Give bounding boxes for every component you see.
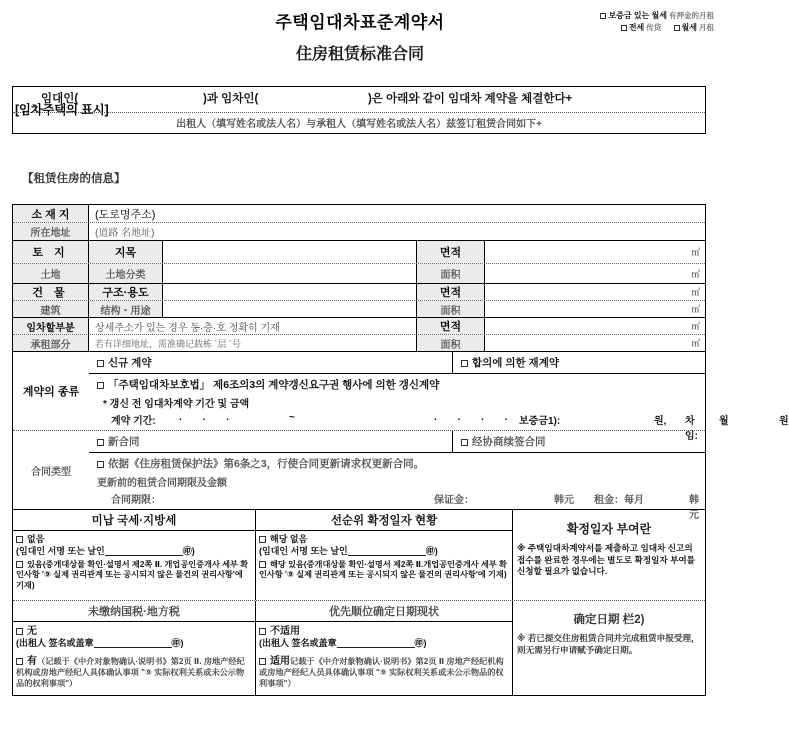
contract-type-renew-right-ko[interactable] [89, 374, 705, 394]
parties-line-chinese: 出租人（填写姓名或法人名）与承租人（填写姓名或法人名）兹签订租赁合同如下+ [176, 119, 542, 130]
stamp-mark: ㊞) [425, 545, 438, 556]
checkbox-icon[interactable] [97, 360, 104, 367]
tax-and-priority-korean-section [13, 510, 705, 600]
priority-sig-zh [259, 638, 508, 650]
page-title-chinese: 住房租赁标准合同 [295, 46, 424, 63]
detail: (중개대상물 확인·설명서 제2쪽 Ⅱ. 개업공인중개사 세부 확인사항 '⑨ 실제 권리관계 또는 공시되지 않은 물건의 권리사항'에 기재) [16, 559, 249, 591]
lease-type-label-zh: 月租 [699, 22, 714, 32]
parties-declaration-box [12, 86, 706, 134]
priority-opt-exists-zh[interactable] [259, 655, 508, 689]
land-category-label-zh: 土地分类 [89, 264, 163, 283]
land-area-label-ko: 면적 [417, 241, 485, 263]
lease-type-option-monthly[interactable] [674, 23, 714, 32]
lease-type-option-deposit-monthly[interactable] [600, 10, 714, 22]
building-area-value[interactable] [485, 284, 705, 300]
sig-text: (出租人 签名或盖章 [16, 638, 94, 649]
rent-month: 월 [719, 416, 729, 427]
land-area-value-zh[interactable] [485, 264, 705, 283]
parties-line-korean [13, 90, 699, 110]
priority-opt-none-zh[interactable] [259, 625, 508, 638]
lease-type-option-jeonse[interactable] [621, 23, 661, 32]
leased-part-label-ko: 임차할부분 [13, 318, 89, 334]
sig-text: (임대인 서명 또는 날인 [259, 545, 348, 556]
checkbox-icon[interactable] [97, 461, 104, 468]
signature-line[interactable] [348, 555, 426, 556]
contract-type-new-zh[interactable] [89, 431, 453, 452]
detail: 记载于《中介对象物确认·说明书》第2页 Ⅱ 房地产经纪机构或房地产经纪人员具体确认事项 "⑨ 实际权利关系或未公示物品的权利事项"） [259, 657, 504, 688]
unit-sqm: ㎡ [691, 338, 700, 348]
label: 「주택임대차보호법」 제6조의3의 계약갱신요구권 행사에 의한 갱신계약 [108, 379, 440, 391]
unit-sqm: ㎡ [691, 268, 700, 279]
address-label-zh: 所在地址 [13, 223, 89, 240]
leased-area-label-ko: 면적 [417, 318, 485, 334]
divider [13, 112, 705, 113]
checkbox-icon[interactable] [621, 25, 627, 31]
rent-label-zh: 租金：每月 [594, 495, 644, 506]
label: 新合同 [108, 436, 140, 448]
unpaid-tax-sig-zh [16, 638, 251, 650]
checkbox-icon[interactable] [461, 360, 468, 367]
contract-type-new-ko[interactable] [89, 352, 453, 373]
label: 없음 [27, 534, 45, 544]
address-label-ko: 소 재 지 [13, 205, 89, 222]
building-structure-value-zh[interactable] [163, 301, 417, 317]
sig-text: (임대인 서명 또는 날인 [16, 545, 105, 556]
land-category-label-ko: 지목 [89, 241, 163, 263]
label: 无 [27, 626, 37, 637]
unpaid-tax-column-zh [13, 601, 256, 695]
rent-label: 차임: [685, 416, 698, 442]
section-label-rental-info: 【租赁住房的信息】 [22, 173, 126, 185]
unpaid-tax-opt-none-zh[interactable] [16, 625, 251, 638]
contract-type-label-ko: 계약의 종류 [22, 386, 80, 398]
prior-contract-note-zh: 更新前的租赁合同期限及金额 [97, 478, 227, 489]
stamp-mark: ㊞) [182, 545, 195, 556]
unpaid-tax-sig-ko [16, 546, 251, 558]
leased-area-value[interactable] [485, 318, 705, 334]
table-row [13, 335, 705, 352]
stamp-mark: ㊞) [414, 638, 427, 649]
lease-type-label-zh: 传贷 [646, 22, 662, 32]
lessor-label: 임대인( [41, 93, 79, 105]
unit-sqm: ㎡ [691, 321, 700, 331]
building-area-label-zh: 面积 [417, 301, 485, 317]
land-category-value[interactable] [163, 241, 417, 263]
deposit-currency-zh: 韩元 [554, 495, 574, 506]
signature-line[interactable] [337, 647, 415, 648]
checkbox-icon[interactable] [259, 628, 266, 635]
lease-type-checkboxes [600, 10, 714, 34]
priority-date-column-zh [256, 601, 513, 695]
table-row [13, 205, 705, 223]
label: 신규 계약 [108, 357, 152, 369]
deposit-label: 보증금1): [519, 416, 561, 427]
lease-type-label-zh: 有押金的月租 [669, 11, 714, 20]
tax-and-priority-chinese-section [13, 601, 705, 695]
land-label-zh: 土地 [13, 264, 89, 283]
label: 합의에 의한 재계약 [472, 357, 559, 369]
checkbox-icon[interactable] [16, 561, 23, 568]
checkbox-icon[interactable] [259, 658, 266, 665]
detail: (중개대상물 확인·설명서 제2쪽 Ⅱ.개업공인중개사 세부 확인사항 '⑨ 실제 권리관계 또는 공시되지 않은 물건의 권리사항'에 기재) [259, 559, 507, 580]
rent-currency-zh: 韩元 [689, 495, 699, 521]
table-row [13, 223, 705, 241]
priority-date-column-ko [256, 510, 513, 600]
checkbox-icon[interactable] [16, 628, 23, 635]
signature-line[interactable] [94, 647, 172, 648]
table-row [13, 241, 705, 264]
building-label-zh: 建筑 [13, 301, 89, 317]
label: 해당 있음 [270, 559, 304, 569]
checkbox-icon[interactable] [97, 439, 104, 446]
period-dots-start[interactable]: . . . [179, 412, 238, 423]
fixed-date-head-zh: 确定日期 栏2) [573, 614, 645, 626]
deposit-label-zh: 保证金： [434, 495, 474, 506]
checkbox-icon[interactable] [461, 439, 468, 446]
contract-type-renew-agree-zh[interactable] [453, 431, 705, 452]
label: 不适用 [270, 626, 300, 637]
page-title-korean: 주택임대차표준계약서 [275, 13, 445, 32]
label: 经协商续签合同 [472, 436, 546, 448]
leased-part-note-zh: 若有详细地址，需准确记载栋 `层 `号 [89, 335, 417, 351]
unpaid-tax-column-ko [13, 510, 256, 600]
checkbox-icon[interactable] [674, 25, 680, 31]
label: 适用 [270, 656, 290, 668]
period-dots-end[interactable]: . . . . [434, 412, 517, 423]
lease-type-label-ko: 보증금 있는 월세 [608, 11, 667, 20]
fixed-date-column-zh [513, 601, 705, 695]
table-row [13, 301, 705, 318]
building-structure-label-zh: 结构・用途 [89, 301, 163, 317]
property-information-table [12, 204, 789, 696]
label: 해당 없음 [270, 534, 308, 544]
label: 있음 [27, 559, 43, 569]
lessee-label: )과 임차인( [203, 93, 259, 105]
unpaid-tax-head-zh: 未缴纳国税·地方税 [13, 601, 255, 622]
label: 依据《住房租赁保护法》第6条之3，行使合同更新请求权更新合同。 [108, 458, 425, 470]
address-value-zh: (道路 名地址) [95, 228, 155, 239]
lease-type-label-ko: 월세 [681, 22, 697, 32]
checkbox-icon[interactable] [16, 658, 23, 665]
contract-type-renew-agree-ko[interactable] [453, 352, 705, 373]
fixed-date-head-ko: 확정일자 부여란 [566, 522, 652, 536]
unit-sqm: ㎡ [691, 287, 700, 297]
rent-currency: 원 [779, 416, 789, 427]
signature-line[interactable] [105, 555, 183, 556]
priority-date-head-ko: 선순위 확정일자 현황 [256, 510, 512, 531]
table-row [13, 284, 705, 301]
priority-date-head-zh: 优先顺位确定日期现状 [256, 601, 512, 622]
period-label-zh: 合同期限： [111, 495, 161, 506]
unpaid-tax-opt-exists-zh[interactable] [16, 655, 251, 689]
parties-tail-text: )은 아래와 같이 임대차 계약을 체결한다+ [368, 93, 573, 105]
land-category-value-zh[interactable] [163, 264, 417, 283]
period-label: 계약 기간: [111, 416, 156, 427]
building-area-value-zh[interactable] [485, 301, 705, 317]
fixed-date-note-ko: ※ 주택임대차계약서를 제출하고 임대차 신고의 접수를 완료한 경우에는 별도로 확정일자 부여를 신청할 필요가 없습니다. [517, 543, 695, 577]
checkbox-icon[interactable] [97, 382, 104, 389]
leased-part-label-zh: 承租部分 [13, 335, 89, 351]
stamp-mark: ㊞) [171, 638, 184, 649]
checkbox-icon[interactable] [600, 13, 606, 19]
fixed-date-note-zh: ※ 若已提交住房租赁合同并完成租赁申报受理，则无需另行申请赋予确定日期。 [517, 633, 700, 655]
lease-type-label-ko: 전세 [628, 22, 645, 32]
unpaid-tax-head-ko: 미납 국세·지방세 [13, 510, 255, 531]
building-area-label-ko: 면적 [417, 284, 485, 300]
contract-type-label-zh: 合同类型 [31, 466, 71, 478]
land-area-label-zh: 面积 [417, 264, 485, 283]
period-tilde: ~ [289, 412, 295, 423]
unpaid-tax-opt-exists-ko[interactable] [16, 560, 251, 592]
unit-sqm: ㎡ [691, 247, 700, 257]
checkbox-icon[interactable] [259, 561, 266, 568]
building-structure-value[interactable] [163, 284, 417, 300]
leased-housing-heading: [임차주택의 표시] [15, 103, 109, 117]
prior-contract-note-ko: * 갱신 전 임대차계약 기간 및 금액 [103, 399, 250, 410]
priority-sig-ko [259, 546, 508, 558]
table-row [13, 264, 705, 284]
land-label-ko: 토 지 [13, 241, 89, 263]
detail: （记载于《中介对象物确认·说明书》第2页 Ⅱ. 房地产经纪机构或房地产经纪人具体确认事项 "⑨ 实际权利关系或未公示物品的权利事项"） [16, 657, 245, 688]
fixed-date-column-ko [513, 510, 705, 600]
priority-opt-none-ko[interactable] [259, 534, 508, 546]
checkbox-icon[interactable] [16, 536, 23, 543]
leased-area-value-zh[interactable] [485, 335, 705, 351]
label: 有 [27, 656, 37, 668]
unit-sqm: ㎡ [691, 304, 700, 314]
address-value-ko: (도로명주소) [95, 208, 156, 221]
sig-text: (出租人 签名或盖章 [259, 638, 337, 649]
leased-area-label-zh: 面积 [417, 335, 485, 351]
leased-part-note-ko: 상세주소가 있는 경우 동·층·호 정확히 기재 [89, 318, 417, 334]
building-structure-label-ko: 구조·용도 [89, 284, 163, 300]
deposit-currency: 원, [654, 416, 667, 427]
building-label-ko: 건 물 [13, 284, 89, 300]
unpaid-tax-opt-none-ko[interactable] [16, 534, 251, 546]
contract-type-renew-right-zh[interactable] [89, 453, 705, 473]
checkbox-icon[interactable] [259, 536, 266, 543]
land-area-value[interactable] [485, 241, 705, 263]
priority-opt-exists-ko[interactable] [259, 560, 508, 581]
table-row [13, 318, 705, 335]
